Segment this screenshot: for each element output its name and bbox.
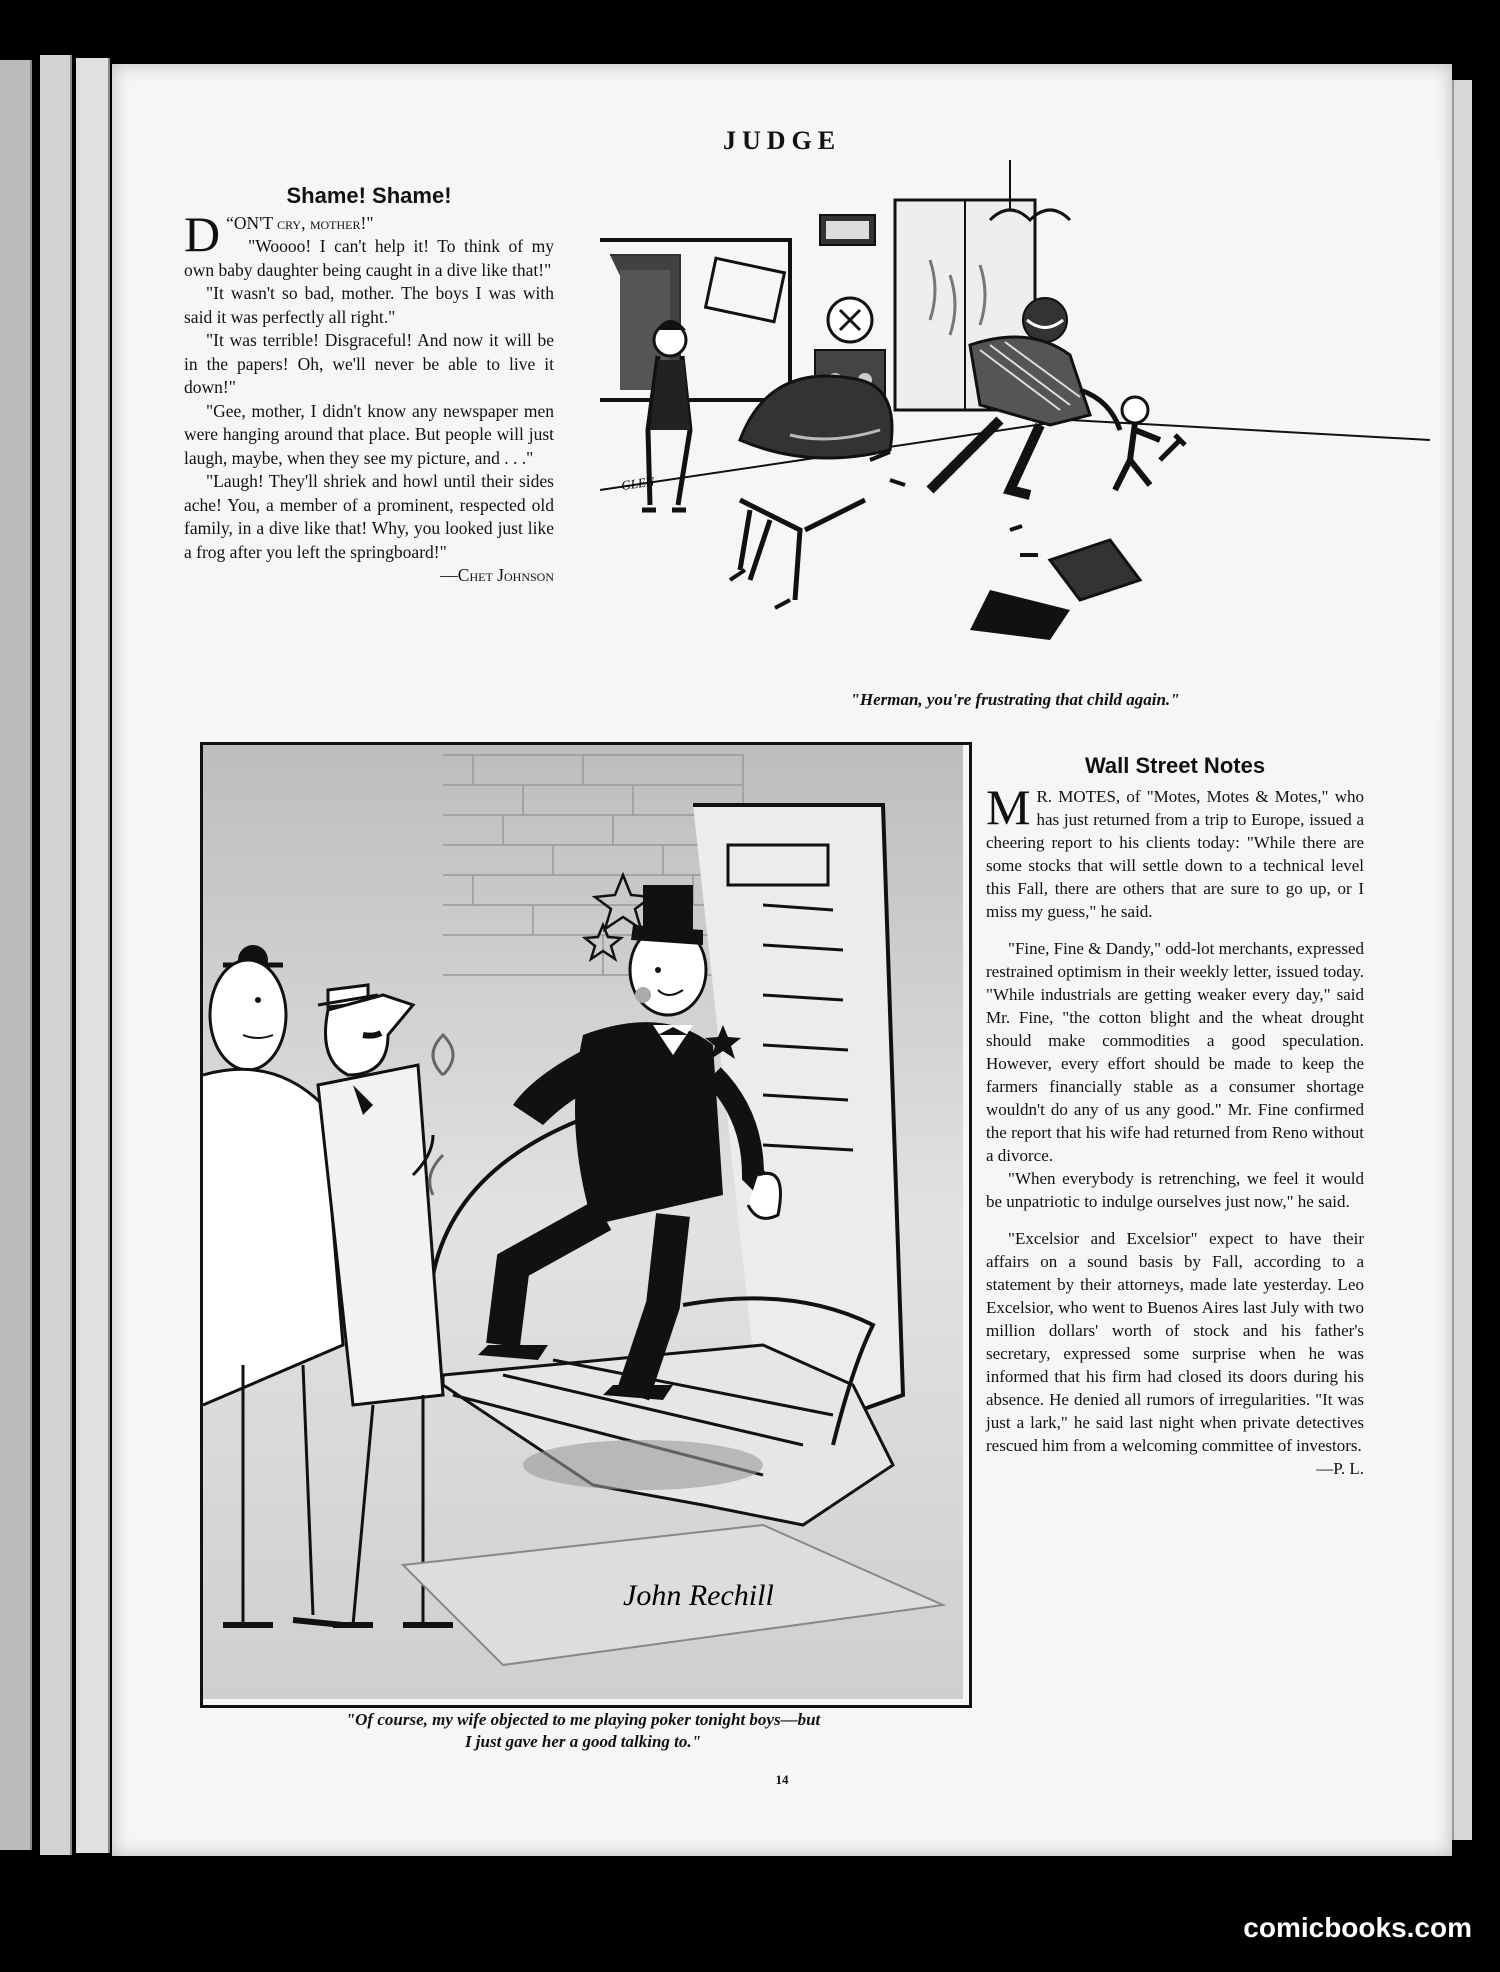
artist-signature: John Rechill xyxy=(623,1579,774,1612)
story-wall-street xyxy=(986,754,1364,1480)
cartoon-poker-scene xyxy=(200,742,972,1708)
artist-signature: GLEN xyxy=(620,473,656,493)
paragraph: "Laugh! They'll shriek and howl until their sides ache! You, a member of a prominent, respected old family, in a dive like that! Why, you looked just like a frog after you left the springboard!" xyxy=(184,471,554,562)
book-spine-inner xyxy=(40,55,72,1855)
byline: —P. L. xyxy=(1316,1459,1364,1478)
story-shame xyxy=(184,184,554,588)
drop-cap: M xyxy=(986,779,1031,835)
byline: —Chet Johnson xyxy=(440,565,554,585)
lead-paragraph: “ D ON'T cry, mother!" xyxy=(184,205,374,262)
cartoon-family-scene xyxy=(590,160,1440,720)
page-number: 14 xyxy=(775,1772,789,1787)
paragraph: "Fine, Fine & Dandy," odd-lot merchants, expressed restrained optimism in their weekly letter, issued today. "While industrials are getting weaker every day," said Mr. Fine, "the cotton blight and the wheat drought should make commodities a good speculation. However, every effort should be made to keep the farmers financially stable as a consumer shortage wouldn't do any of us any good." Mr. Fine confirmed the report that his wife had returned from Reno without a divorce. xyxy=(986,939,1365,1165)
source-watermark: comicbooks.com xyxy=(1243,1912,1472,1943)
magazine-page xyxy=(112,64,1452,1856)
paragraph: "It was terrible! Disgraceful! And now it will be in the papers! Oh, we'll never be able to live it down!" xyxy=(184,330,554,397)
paragraph: "When everybody is retrenching, we feel it would be unpatriotic to indulge ourselves just now," he said. xyxy=(986,1169,1364,1211)
story-title: Wall Street Notes xyxy=(1084,753,1266,778)
cartoon-caption: "Herman, you're frustrating that child again." xyxy=(850,690,1180,709)
paragraph: "It wasn't so bad, mother. The boys I was with said it was perfectly all right." xyxy=(184,283,554,327)
paragraph: "Woooo! I can't help it! To think of my own baby daughter being caught in a dive like that!" xyxy=(184,236,554,280)
drop-cap: D xyxy=(184,205,221,262)
caption-line: "Of course, my wife objected to me playing poker tonight boys—but xyxy=(345,1710,821,1729)
masthead: JUDGE xyxy=(722,126,842,155)
book-spine xyxy=(0,60,32,1850)
caption-line: I just gave her a good talking to." xyxy=(464,1732,702,1751)
paragraph: "Gee, mother, I didn't know any newspaper men were hanging around that place. But people will just laugh, maybe, when they see my picture, and . . ." xyxy=(184,400,554,468)
book-spine-edge xyxy=(76,58,110,1853)
story-title: Shame! Shame! xyxy=(286,183,452,208)
paragraph: "Excelsior and Excelsior" expect to have their affairs on a sound basis by Fall, according to a statement by their attorneys, made late yesterday. Leo Excelsior, who went to Buenos Aires last July with two million dollars' worth of stock and his father's secretary, expressed some surprise when he was informed that his firm had closed its doors during his absence. He denied all rumors of irregularities. "It was just a lark," he said last night when private detectives rescued him from a welcoming committee of investors. xyxy=(986,1229,1364,1455)
lead-paragraph: M R. MOTES, of "Motes, Motes & Motes," who has just returned from a trip to Europe, issued a cheering report to his clients today: "While there are some stocks that will settle down to a technical level this Fall, there are others that are sure to go up, or I miss my guess," he said. xyxy=(986,779,1364,921)
page-edge-right xyxy=(1452,80,1472,1840)
cartoon-caption xyxy=(200,1709,966,1753)
